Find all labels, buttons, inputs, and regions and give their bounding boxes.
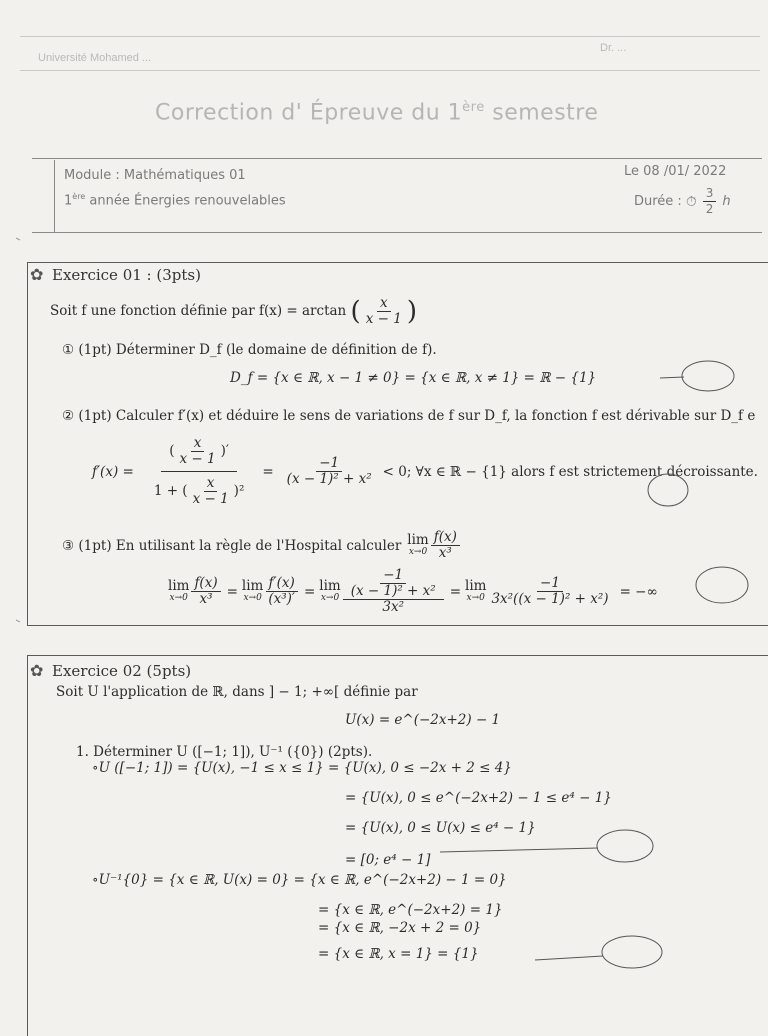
ex2-line-8: = {x ∈ ℝ, x = 1} = {1} [318,946,479,962]
ex2-intro: Soit U l'application de ℝ, dans ] − 1; +∞[ définie par [56,684,418,700]
ex2-line-2: = {U(x), 0 ≤ e^(−2x+2) − 1 ≤ e⁴ − 1} [345,790,612,806]
ex2-line-6: = {x ∈ ℝ, e^(−2x+2) = 1} [318,902,503,918]
ex1-q2: ② (1pt) Calculer f′(x) et déduire le sens de variations de f sur D_f, la fonction f est dérivable sur D_f e [62,408,756,424]
bullet-marks [16,238,20,622]
flower-icon: ✿ [30,265,44,284]
ex1-intro: Soit f une fonction définie par f(x) = arctan ( $\frac{x}{x - 1}$ ) [50,295,417,327]
exercise-02-title: Exercice 02 (5pts) [52,662,192,680]
exam-date: Le 08 /01/ 2022 [624,164,727,179]
grade-circle-q2 [648,474,688,506]
institution-header: Université Mohamed ... [38,52,152,64]
ex2-definition: U(x) = e^(−2x+2) − 1 [345,712,501,728]
ex1-q1-answer: D_f = {x ∈ ℝ, x − 1 ≠ 0} = {x ∈ ℝ, x ≠ 1} = ℝ − {1} [230,370,597,386]
ex2-line-4: = [0; e⁴ − 1] [345,852,431,868]
clock-icon: ⏱ [685,193,697,210]
grade-circle-q1 [682,361,734,391]
ex2-line-7: = {x ∈ ℝ, −2x + 2 = 0} [318,920,482,936]
grade-circle-ex2-b [602,936,662,968]
grade-tail-q1 [660,377,684,378]
year-label: 1ère année Énergies renouvelables [64,192,286,209]
exam-duration: Durée : ⏱ $\frac{3}{2}$ h [634,186,731,216]
grade-tail-ex2-a [440,848,598,852]
grade-circle-q3 [696,567,748,603]
teacher-header: Dr. ... [600,42,627,54]
module-label: Module : Mathématiques 01 [64,168,246,183]
exercise-01-title: Exercice 01 : (3pts) [52,266,201,284]
grade-tail-ex2-b [535,956,603,960]
ex2-line-3: = {U(x), 0 ≤ U(x) ≤ e⁴ − 1} [345,820,536,836]
flower-icon: ✿ [30,661,44,680]
ex2-line-1: ∘U ([−1; 1]) = {U(x), −1 ≤ x ≤ 1} = {U(x), 0 ≤ −2x + 2 ≤ 4} [92,760,512,776]
ex1-q3: ③ (1pt) En utilisant la règle de l'Hospital calculer lim x→0 $\frac{f(x)}{\text{x³}}$ [62,530,462,561]
ex1-q2-derivative: f′(x) = ( $\frac{x}{x - 1}$ )′ 1 + ( $\frac{x}{x - 1}$ )² = $\frac{-1}{\text{(x − 1)² + x²}}$ < 0; ∀x ∈ ℝ − {1} alors f est strictement décroissante. [92,432,758,511]
ex1-q3-limit: lim x→0 $\frac{f(x)}{\text{x³}}$ = lim x→0 $\frac{f'(x)}{\text{(x³)′}}$ = lim x→0 $\frac{\frac{-1}{\text{(x − 1)² + x²}}}{\text{3x²}}$ = lim x→0 $\frac{-1}{\text{3x²((x − 1)² + x²)}}$ = −∞ [168,567,658,615]
ex2-line-5: ∘U⁻¹{0} = {x ∈ ℝ, U(x) = 0} = {x ∈ ℝ, e^(−2x+2) − 1 = 0} [92,872,507,888]
grade-circle-ex2-a [597,830,653,862]
ex2-q1: 1. Déterminer U ([−1; 1]), U⁻¹ ({0}) (2pts). [76,744,373,760]
ex1-q1: ① (1pt) Déterminer D_f (le domaine de définition de f). [62,342,437,358]
page-title: Correction d' Épreuve du 1ère semestre [155,100,599,126]
